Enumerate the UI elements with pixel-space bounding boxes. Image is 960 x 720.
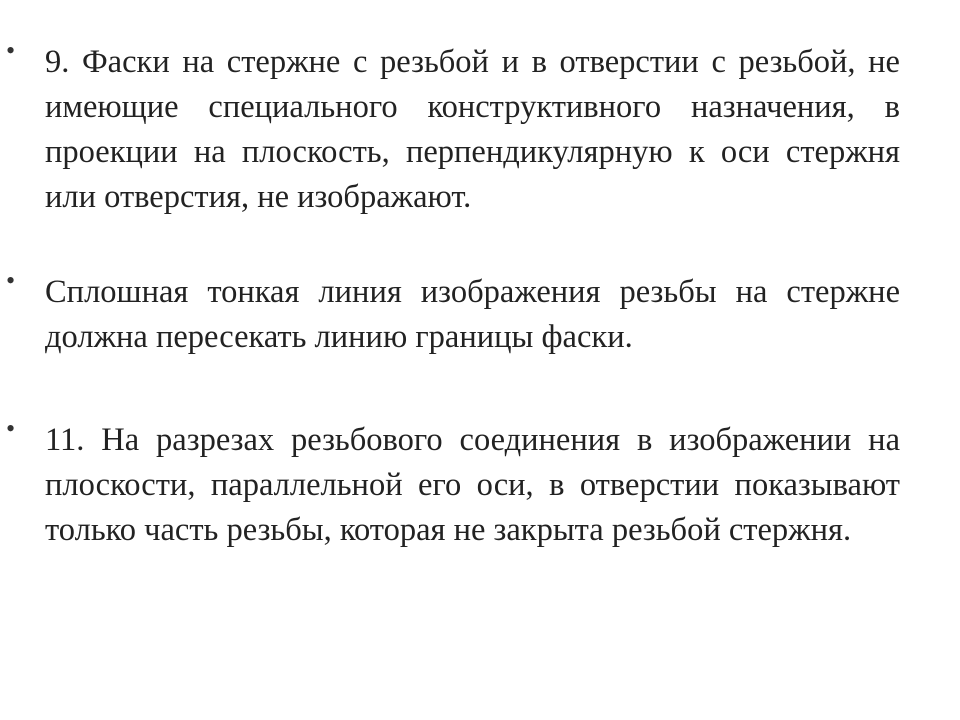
bullet-icon: • [6,414,16,443]
bullet-icon: • [6,266,16,295]
bullet-text-1: 9. Фаски на стержне с резьбой и в отверстии с резьбой, не имеющие специального конструктивного назначения, в проекции на плоскость, перпендикулярную к оси стержня или отверстия, не изображают. [45,44,900,215]
bullet-text-3: 11. На разрезах резьбового соединения в изображении на плоскости, параллельной его оси, в отверстии показывают только часть резьбы, которая не закрыта резьбой стержня. [45,422,900,548]
bullet-icon: • [6,36,16,65]
bullet-text-2: Сплошная тонкая линия изображения резьбы на стержне должна пересекать линию границы фаски. [45,274,900,355]
